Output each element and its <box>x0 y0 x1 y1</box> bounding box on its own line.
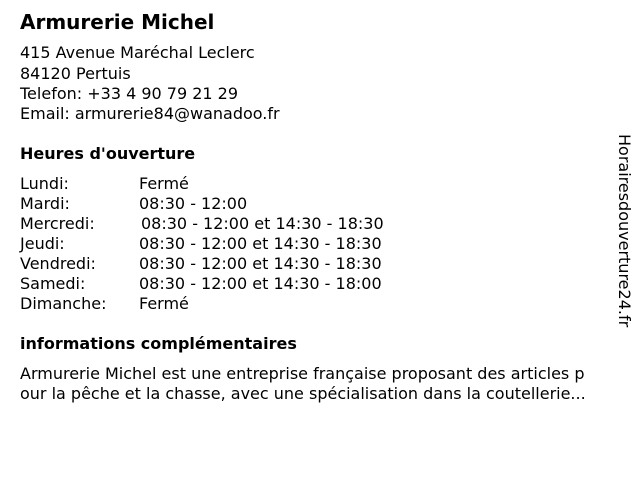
day-hours: 08:30 - 12:00 et 14:30 - 18:00 <box>139 274 382 293</box>
day-label: Jeudi: <box>20 234 65 253</box>
day-label: Mardi: <box>20 194 70 213</box>
hours-heading: Heures d'ouverture <box>20 144 196 163</box>
description-line-1: Armurerie Michel est une entreprise française proposant des articles p <box>20 364 585 383</box>
day-label: Lundi: <box>20 174 69 193</box>
description-line-2: our la pêche et la chasse, avec une spécialisation dans la coutellerie... <box>20 384 586 403</box>
day-hours: 08:30 - 12:00 et 14:30 - 18:30 <box>139 234 382 253</box>
site-watermark: Horairesdouverture24.fr <box>615 134 634 328</box>
day-label: Samedi: <box>20 274 86 293</box>
address-line-1: 415 Avenue Maréchal Leclerc <box>20 43 255 62</box>
description <box>20 364 632 404</box>
day-hours: 08:30 - 12:00 et 14:30 - 18:30 <box>141 214 384 233</box>
day-hours: Fermé <box>139 174 189 193</box>
info-heading: informations complémentaires <box>20 334 297 353</box>
day-label: Mercredi: <box>20 214 95 233</box>
email[interactable]: Email: armurerie84@wanadoo.fr <box>20 104 280 123</box>
business-name: Armurerie Michel <box>20 10 215 34</box>
day-hours: 08:30 - 12:00 et 14:30 - 18:30 <box>139 254 382 273</box>
phone[interactable]: Telefon: +33 4 90 79 21 29 <box>20 84 239 103</box>
day-label: Vendredi: <box>20 254 96 273</box>
day-hours: 08:30 - 12:00 <box>139 194 248 213</box>
day-label: Dimanche: <box>20 294 107 313</box>
address-line-2: 84120 Pertuis <box>20 64 131 83</box>
day-hours: Fermé <box>139 294 189 313</box>
